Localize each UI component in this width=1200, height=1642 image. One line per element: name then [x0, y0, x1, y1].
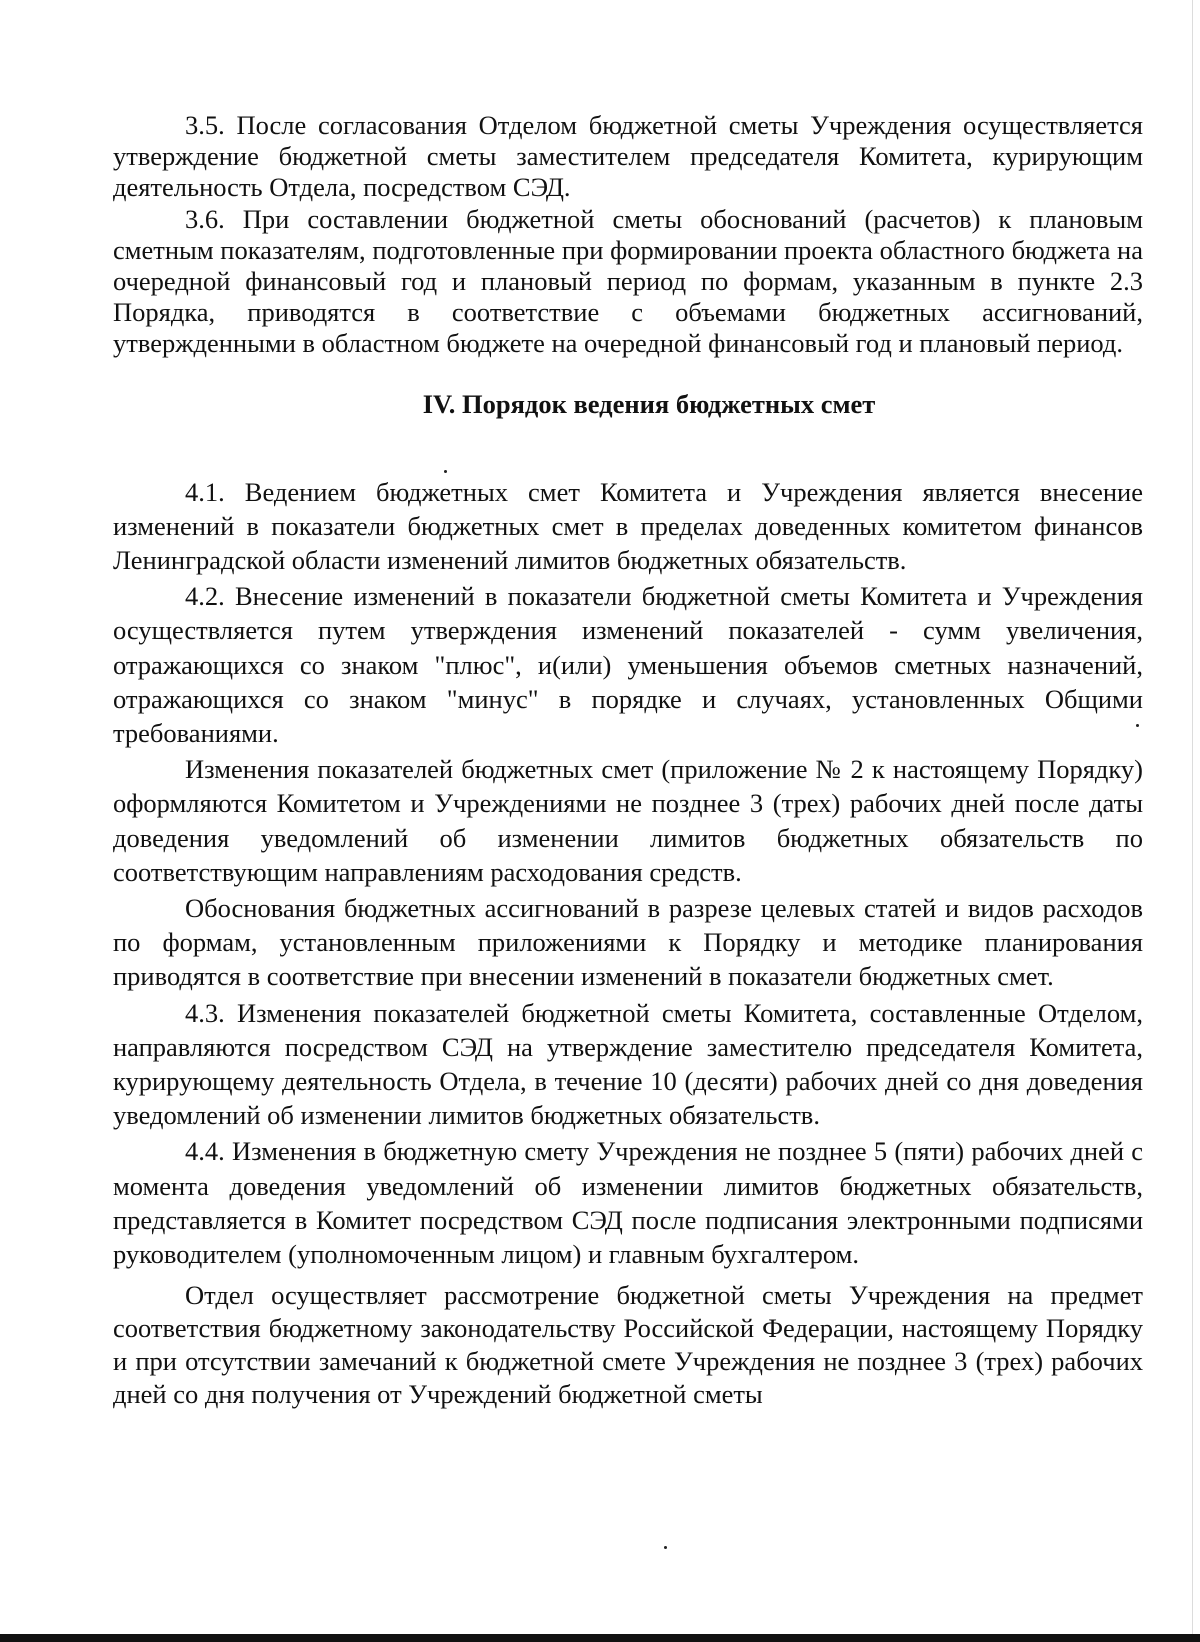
document-body — [113, 110, 1143, 1411]
paragraph-4-3: 4.3. Изменения показателей бюджетной сметы Комитета, составленные Отделом, направляются посредством СЭД на утверждение заместителю председателя Комитета, курирующему деятельность Отдела, в течение 10 (десяти) рабочих дней со дня доведения уведомлений об изменении лимитов бюджетных обязательств. — [113, 997, 1143, 1131]
paragraph-4-4: 4.4. Изменения в бюджетную смету Учреждения не позднее 5 (пяти) рабочих дней с момента доведения уведомлений об изменении лимитов бюджетных обязательств, представляется в Комитет посредством СЭД после подписания электронными подписями руководителем (уполномоченным лицом) и главным бухгалтером. — [113, 1136, 1143, 1270]
section-3-block — [113, 110, 1143, 360]
paragraph-3-5: 3.5. После согласования Отделом бюджетной сметы Учреждения осуществляется утверждение бюджетной сметы заместителем председателя Комитета, курирующим деятельность Отдела, посредством СЭД. — [113, 110, 1143, 203]
paragraph-allocations-justification: Обоснования бюджетных ассигнований в разрезе целевых статей и видов расходов по формам, установленным приложениями к Порядку и методике планирования приводятся в соответствие при внесении изменений в показатели бюджетных смет. — [113, 893, 1143, 992]
scan-bottom-border — [0, 1634, 1200, 1642]
scan-speck — [1136, 724, 1139, 727]
paragraph-department-review: Отдел осуществляет рассмотрение бюджетной сметы Учреждения на предмет соответствия бюджетному законодательству Российской Федерации, настоящему Порядку и при отсутствии замечаний к бюджетной смете Учреждения не позднее 3 (трех) рабочих дней со дня получения от Учреждений бюджетной сметы — [113, 1280, 1143, 1410]
paragraph-3-6: 3.6. При составлении бюджетной сметы обоснований (расчетов) к плановым сметным показателям, подготовленные при формировании проекта областного бюджета на очередной финансовый год и плановый период по формам, указанным в пункте 2.3 Порядка, приводятся в соответствие с объемами бюджетных ассигнований, утвержденными в областном бюджете на очередной финансовый год и плановый период. — [113, 203, 1143, 359]
section-4-block — [113, 475, 1143, 1272]
paragraph-4-2: 4.2. Внесение изменений в показатели бюджетной сметы Комитета и Учреждения осуществляется путем утверждения изменений показателей - сумм увеличения, отражающихся со знаком "плюс", и(или) уменьшения объемов сметных назначений, отражающихся со знаком "минус" в порядке и случаях, установленных Общими требованиями. — [113, 581, 1143, 749]
section-final-block — [113, 1279, 1143, 1411]
section-heading-iv: IV. Порядок ведения бюджетных смет — [422, 388, 876, 419]
scan-speck — [664, 1546, 667, 1549]
scan-speck — [444, 470, 447, 473]
scan-edge-line — [1192, 0, 1193, 1642]
paragraph-4-1: 4.1. Ведением бюджетных смет Комитета и Учреждения является внесение изменений в показатели бюджетных смет в пределах доведенных комитетом финансов Ленинградской области изменений лимитов бюджетных обязательств. — [113, 476, 1143, 576]
paragraph-amendments-deadline: Изменения показателей бюджетных смет (приложение № 2 к настоящему Порядку) оформляются Комитетом и Учреждениями не позднее 3 (трех) рабочих дней после даты доведения уведомлений об изменении лимитов бюджетных обязательств по соответствующим направлениям расходования средств. — [113, 754, 1143, 887]
